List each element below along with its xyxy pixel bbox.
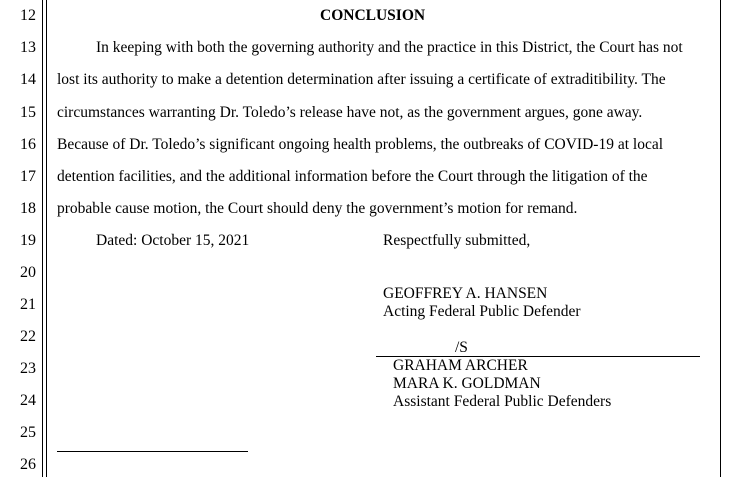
attorneys-title: Assistant Federal Public Defenders xyxy=(393,393,612,410)
paragraph-line: In keeping with both the governing authority and the practice in this District, the Court has not xyxy=(96,39,683,56)
footnote-separator xyxy=(57,451,248,452)
attorney-name: GRAHAM ARCHER xyxy=(393,357,528,374)
line-number: 20 xyxy=(20,264,36,281)
paragraph-line: Because of Dr. Toledo’s significant ongoing health problems, the outbreaks of COVID-19 at local xyxy=(57,136,664,153)
line-number: 21 xyxy=(20,296,36,313)
dated-line: Dated: October 15, 2021 xyxy=(96,232,250,249)
line-number: 18 xyxy=(20,200,36,217)
line-number: 14 xyxy=(20,71,36,88)
signer-name: GEOFFREY A. HANSEN xyxy=(383,285,548,302)
line-number: 13 xyxy=(20,39,36,56)
line-number: 17 xyxy=(20,168,36,185)
line-number: 23 xyxy=(20,360,36,377)
closing-line: Respectfully submitted, xyxy=(383,232,531,249)
signer-title: Acting Federal Public Defender xyxy=(383,303,581,320)
paragraph-line: circumstances warranting Dr. Toledo’s release have not, as the government argues, gone away. xyxy=(57,104,643,121)
line-number: 25 xyxy=(20,424,36,441)
section-heading: CONCLUSION xyxy=(320,7,426,24)
line-number: 22 xyxy=(20,328,36,345)
right-margin-rule xyxy=(720,0,721,477)
left-margin-rule-inner xyxy=(46,0,47,477)
line-number: 26 xyxy=(20,456,36,473)
line-number: 19 xyxy=(20,232,36,249)
line-number: 15 xyxy=(20,104,36,121)
line-number: 16 xyxy=(20,136,36,153)
left-margin-rule-outer xyxy=(42,0,43,477)
paragraph-line: lost its authority to make a detention determination after issuing a certificate of extraditibility. The xyxy=(57,71,666,88)
paragraph-line: detention facilities, and the additional information before the Court through the litigation of the xyxy=(57,168,648,185)
line-number: 24 xyxy=(20,392,36,409)
paragraph-line: probable cause motion, the Court should deny the government’s motion for remand. xyxy=(57,200,578,217)
signature-mark: /S xyxy=(455,339,468,356)
attorney-name: MARA K. GOLDMAN xyxy=(393,375,541,392)
line-number: 12 xyxy=(20,7,36,24)
